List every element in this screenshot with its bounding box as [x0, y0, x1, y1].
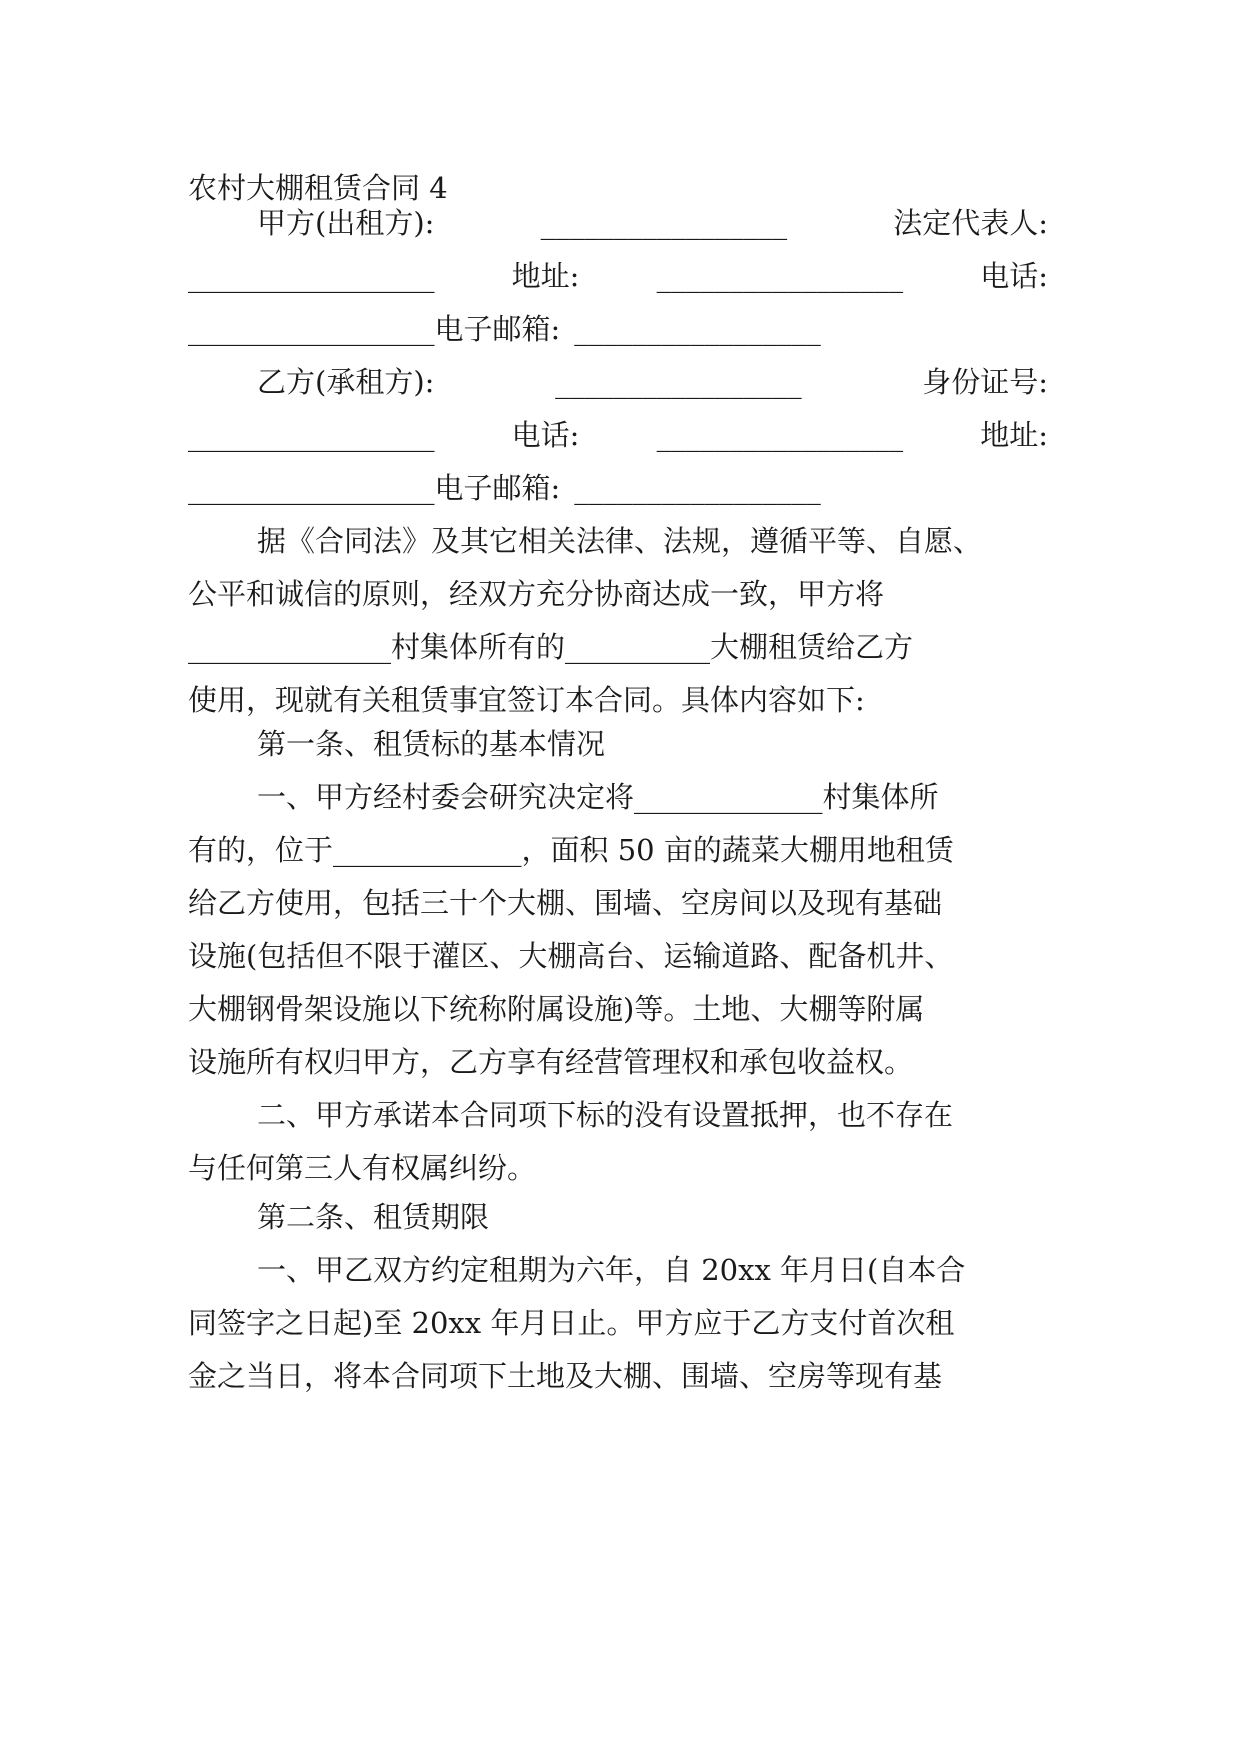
document-line [188, 468, 1048, 508]
line-segment: 据《合同法》及其它相关法律、法规，遵循平等、自愿、 [257, 524, 983, 558]
line-segment: _________________ [540, 206, 788, 240]
line-segment: 法定代表人: [893, 206, 1048, 240]
document-title: 农村大棚租赁合同 4 [188, 171, 448, 205]
line-segment: 同签字之日起)至 20xx 年月日止。甲方应于乙方支付首次租 [188, 1306, 955, 1340]
line-segment: 金之当日，将本合同项下土地及大棚、围墙、空房等现有基 [188, 1359, 943, 1393]
line-segment: 一、甲方经村委会研究决定将_____________村集体所 [257, 780, 939, 814]
line-segment: 身份证号: [922, 365, 1048, 399]
document-line [257, 777, 1048, 817]
document-line [188, 627, 1048, 667]
document-line [188, 1303, 1048, 1343]
line-segment: _________________电子邮箱: [188, 312, 561, 346]
document-line [188, 309, 1048, 349]
line-segment: 公平和诚信的原则，经双方充分协商达成一致，甲方将 [188, 577, 885, 611]
line-segment: 第二条、租赁期限 [257, 1200, 490, 1234]
line-segment: 大棚钢骨架设施以下统称附属设施)等。土地、大棚等附属 [188, 992, 925, 1026]
line-segment: 甲方(出租方): [257, 206, 435, 240]
line-segment: 设施(包括但不限于灌区、大棚高台、运输道路、配备机井、 [188, 939, 954, 973]
document-line [188, 1042, 1048, 1082]
line-segment: 第一条、租赁标的基本情况 [257, 727, 606, 761]
document-line [257, 521, 1048, 561]
line-segment: _________________ [656, 418, 904, 452]
line-segment: 使用，现就有关租赁事宜签订本合同。具体内容如下: [188, 683, 865, 717]
line-segment: 地址: [511, 259, 580, 293]
document-line [257, 203, 1048, 243]
line-segment: _________________ [188, 259, 435, 293]
line-segment: 与任何第三人有权属纠纷。 [188, 1151, 537, 1185]
document-line [257, 362, 1048, 402]
line-segment: _________________ [574, 471, 821, 505]
document-line [188, 1148, 1048, 1188]
line-segment: _________________ [555, 365, 802, 399]
line-segment: _________________ [188, 418, 435, 452]
document-line [188, 936, 1048, 976]
line-segment: 一、甲乙双方约定租期为六年，自 20xx 年月日(自本合 [257, 1253, 966, 1287]
line-segment: _________________ [574, 312, 821, 346]
document-line [188, 989, 1048, 1029]
document-line [188, 1356, 1048, 1396]
line-segment: _________________ [656, 259, 904, 293]
document-line [257, 1250, 1048, 1290]
line-segment: 地址: [980, 418, 1048, 452]
document-line [188, 574, 1048, 614]
line-segment: 二、甲方承诺本合同项下标的没有设置抵押，也不存在 [257, 1098, 954, 1132]
document-line [188, 415, 1048, 455]
document-line [188, 256, 1048, 296]
document-line [257, 1095, 1048, 1135]
line-segment: 设施所有权归甲方，乙方享有经营管理权和承包收益权。 [188, 1045, 914, 1079]
line-segment: 电话: [980, 259, 1048, 293]
document-line [188, 883, 1048, 923]
line-segment: 电话: [511, 418, 580, 452]
document-line [188, 830, 1048, 870]
document-line [188, 680, 1048, 720]
document-line [257, 724, 1048, 764]
line-segment: 有的，位于_____________，面积 50 亩的蔬菜大棚用地租赁 [188, 833, 954, 867]
document-line [257, 1197, 1048, 1237]
line-segment: 乙方(承租方): [257, 365, 435, 399]
line-segment: _________________电子邮箱: [188, 471, 561, 505]
line-segment: 给乙方使用，包括三十个大棚、围墙、空房间以及现有基础 [188, 886, 943, 920]
line-segment: ______________村集体所有的__________大棚租赁给乙方 [188, 630, 914, 664]
